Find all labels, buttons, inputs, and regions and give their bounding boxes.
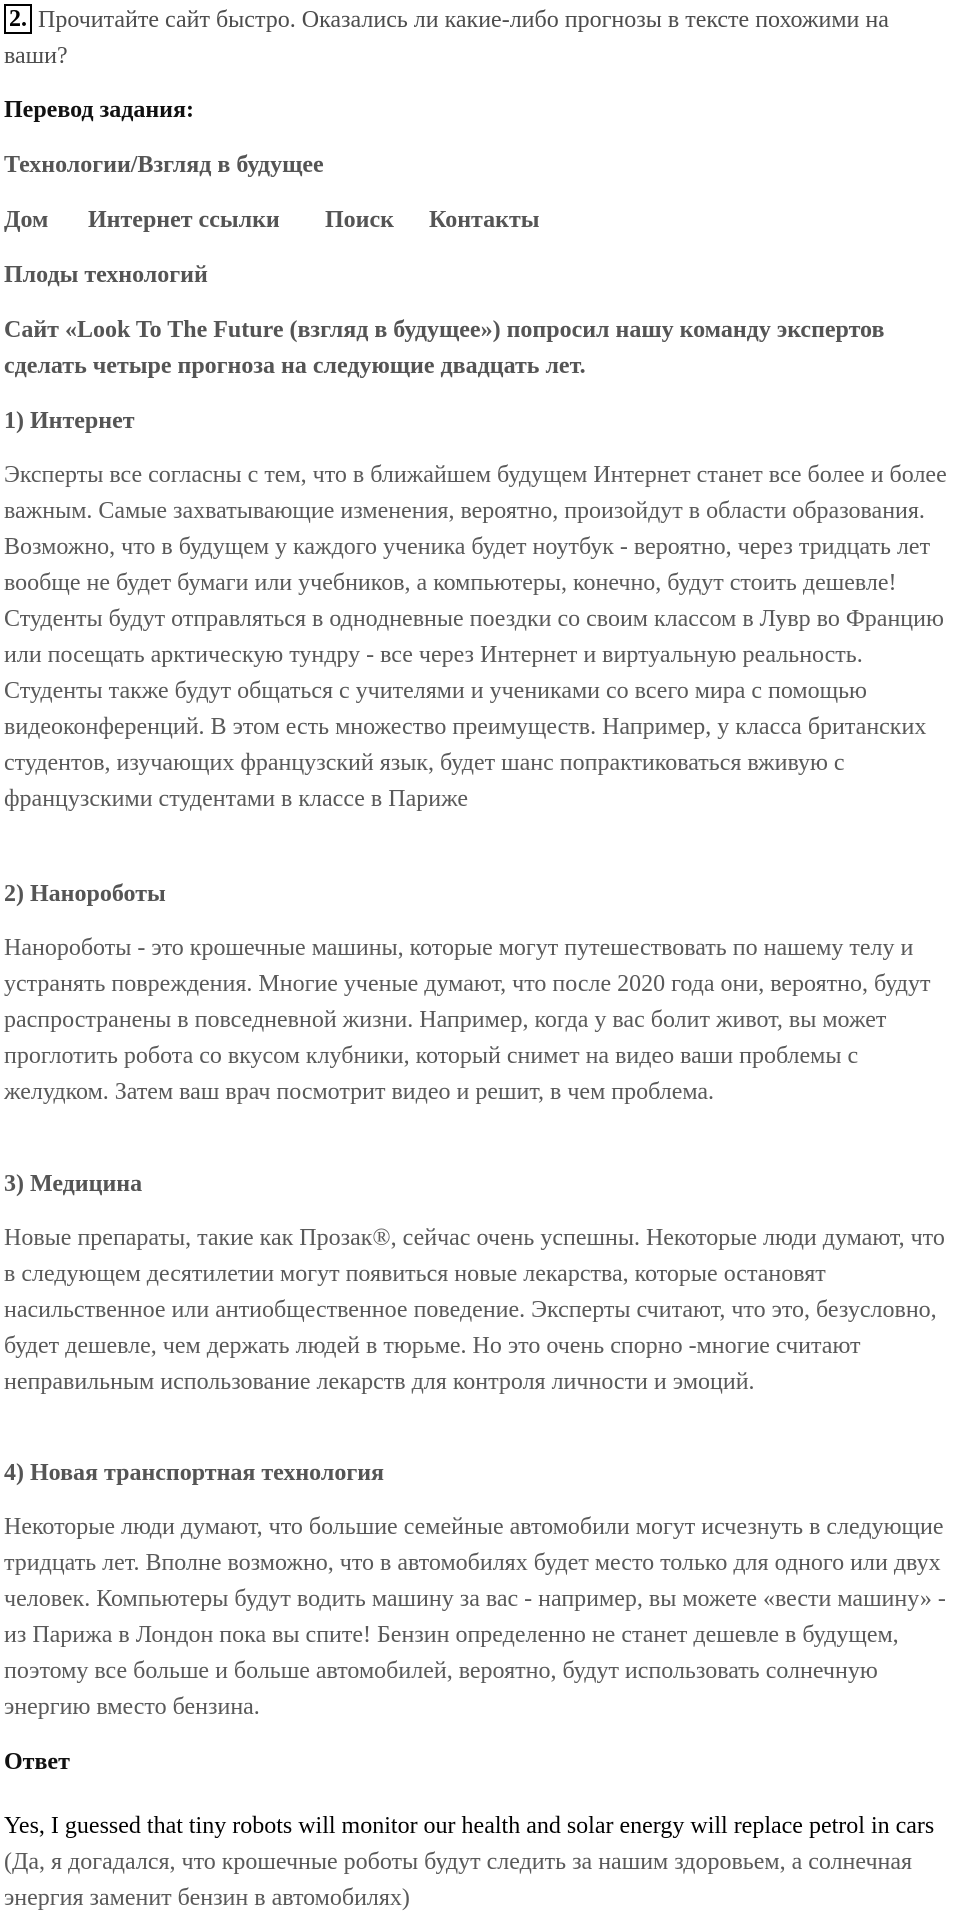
translation-heading: Перевод задания: xyxy=(4,97,194,123)
intro-text: Сайт «Look To The Future (взгляд в будущее») попросил нашу команду экспертов сделать четыре прогноза на следующие двадцать лет. xyxy=(4,317,885,379)
answer-text xyxy=(4,1808,956,1916)
answer-english: Yes, I guessed that tiny robots will monitor our health and solar energy will replace petrol in cars xyxy=(4,1813,935,1839)
nav-item-contacts[interactable]: Контакты xyxy=(429,207,540,233)
section-text-nanorobots: Нанороботы - это крошечные машины, которые могут путешествовать по нашему телу и устранять повреждения. Многие ученые думают, что после 2020 года они, вероятно, будут распространены в повседневной жизни. Например, когда у вас болит живот, вы может проглотить робота со вкусом клубники, который снимет на видео ваши проблемы с желудком. Затем ваш врач посмотрит видео и решит, в чем проблема. xyxy=(4,935,931,1105)
nav-item-home[interactable]: Дом xyxy=(4,207,49,233)
nav-item-search[interactable]: Поиск xyxy=(325,207,394,233)
answer-heading: Ответ xyxy=(4,1749,70,1775)
site-navigation xyxy=(4,202,539,238)
nav-item-internet-links[interactable]: Интернет ссылки xyxy=(88,207,280,233)
section-title-nanorobots: 2) Нанороботы xyxy=(4,881,166,907)
section-title-internet: 1) Интернет xyxy=(4,408,135,434)
task-text: Прочитайте сайт быстро. Оказались ли какие-либо прогнозы в тексте похожими на ваши? xyxy=(4,7,889,69)
section-title-medicine: 3) Медицина xyxy=(4,1171,143,1197)
task-statement xyxy=(4,0,944,74)
section-text-transport: Некоторые люди думают, что большие семейные автомобили могут исчезнуть в следующие тридцать лет. Вполне возможно, что в автомобилях будет место только для одного или двух человек. Компьютеры будут водить машину за вас - например, вы можете «вести машину» - из Парижа в Лондон пока вы спите! Бензин определенно не станет дешевле в будущем, поэтому все больше и больше автомобилей, вероятно, будут использовать солнечную энергию вместо бензина. xyxy=(4,1514,946,1720)
section-title-transport: 4) Новая транспортная технология xyxy=(4,1460,385,1486)
page-title: Плоды технологий xyxy=(4,262,208,288)
answer-russian-translation: (Да, я догадался, что крошечные роботы будут следить за нашим здоровьем, а солнечная энергия заменит бензин в автомобилях) xyxy=(4,1849,913,1911)
site-title: Технологии/Взгляд в будущее xyxy=(4,152,324,178)
section-text-medicine: Новые препараты, такие как Прозак®, сейчас очень успешны. Некоторые люди думают, что в следующем десятилетии могут появиться новые лекарства, которые остановят насильственное или антиобщественное поведение. Эксперты считают, что это, безусловно, будет дешевле, чем держать людей в тюрьме. Но это очень спорно -многие считают неправильным использование лекарств для контроля личности и эмоций. xyxy=(4,1225,945,1395)
section-text-internet: Эксперты все согласны с тем, что в ближайшем будущем Интернет станет все более и более важным. Самые захватывающие изменения, вероятно, произойдут в области образования. Возможно, что в будущем у каждого ученика будет ноутбук - вероятно, через тридцать лет вообще не будет бумаги или учебников, а компьютеры, конечно, будут стоить дешевле! Студенты будут отправляться в однодневные поездки со своим классом в Лувр во Францию или посещать арктическую тундру - все через Интернет и виртуальную реальность. Студенты также будут общаться с учителями и учениками со всего мира с помощью видеоконференций. В этом есть множество преимуществ. Например, у класса британских студентов, изучающих французский язык, будет шанс попрактиковаться вживую с французскими студентами в классе в Париже xyxy=(4,462,947,812)
task-number-box: 2. xyxy=(4,4,32,34)
